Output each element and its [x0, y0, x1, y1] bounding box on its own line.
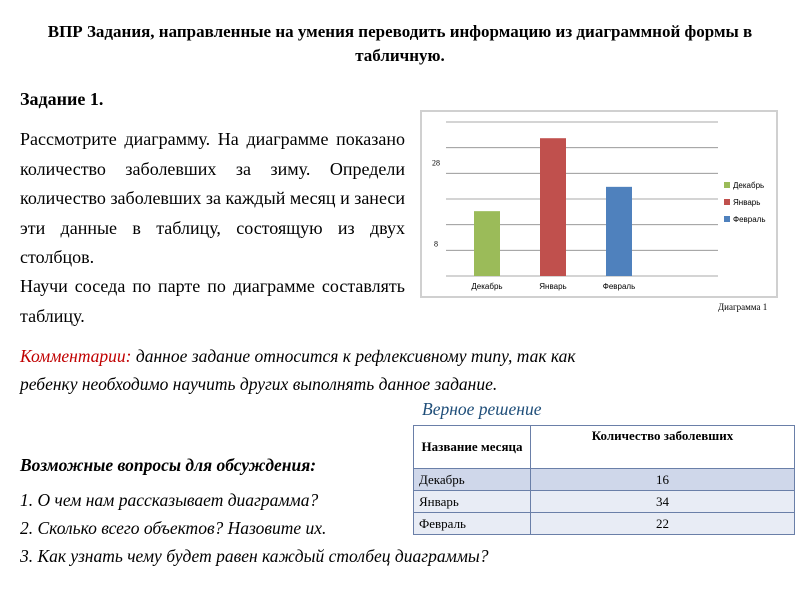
- table-cell-count: 22: [531, 513, 795, 535]
- y-tick-label: 8: [434, 239, 438, 249]
- legend-swatch: [724, 199, 730, 205]
- table-header-month: Название месяца: [414, 426, 531, 469]
- table-header-row: [414, 426, 795, 469]
- question-2: 2. Сколько всего объектов? Назовите их.: [20, 518, 327, 538]
- chart-caption: Диаграмма 1: [718, 302, 768, 312]
- bar-1: [474, 211, 500, 276]
- table-cell-count: 34: [531, 491, 795, 513]
- legend-swatch: [724, 216, 730, 222]
- x-tick-label: Февраль: [602, 282, 636, 291]
- table-row: [414, 469, 795, 491]
- table-row: [414, 513, 795, 535]
- bar-chart-svg: [422, 112, 776, 296]
- solution-table: [413, 425, 795, 535]
- x-tick-label: Январь: [539, 282, 567, 291]
- task-paragraph-2: Научи соседа по парте по диаграмме составлять таблицу.: [20, 276, 405, 326]
- comment-label: Комментарии:: [20, 346, 132, 366]
- table-cell-month: Декабрь: [414, 469, 531, 491]
- page-title: ВПР Задания, направленные на умения переводить информацию из диаграммной формы в табличную.: [47, 22, 753, 65]
- x-tick-label: Декабрь: [471, 282, 503, 291]
- task-heading: Задание 1.: [20, 89, 104, 109]
- comment: [20, 342, 600, 398]
- table-cell-month: Январь: [414, 491, 531, 513]
- table-cell-count: 16: [531, 469, 795, 491]
- legend-entry: Декабрь: [733, 181, 765, 190]
- bar-chart: [420, 110, 778, 298]
- table-header-count: Количество заболевших: [531, 426, 795, 469]
- correct-solution-label: Верное решение: [422, 399, 542, 419]
- legend-entry: Январь: [733, 198, 761, 207]
- table-row: [414, 491, 795, 513]
- y-tick-label: 28: [432, 158, 440, 168]
- bar-3: [606, 187, 632, 276]
- legend-entry: Февраль: [733, 215, 766, 224]
- questions-heading: Возможные вопросы для обсуждения:: [20, 455, 317, 475]
- comment-text: данное задание относится к рефлексивному типу, так как ребенку необходимо научить других выполнять данное задание.: [20, 346, 576, 394]
- question-3: 3. Как узнать чему будет равен каждый столбец диаграммы?: [20, 546, 489, 566]
- legend-swatch: [724, 182, 730, 188]
- task-paragraph-1: Рассмотрите диаграмму. На диаграмме показано количество заболевших за зиму. Определи количество заболевших за каждый месяц и занеси эти данные в таблицу, состоящую из двух столбцов.: [20, 129, 405, 267]
- question-1: 1. О чем нам рассказывает диаграмма?: [20, 490, 319, 510]
- bar-2: [540, 138, 566, 276]
- table-cell-month: Февраль: [414, 513, 531, 535]
